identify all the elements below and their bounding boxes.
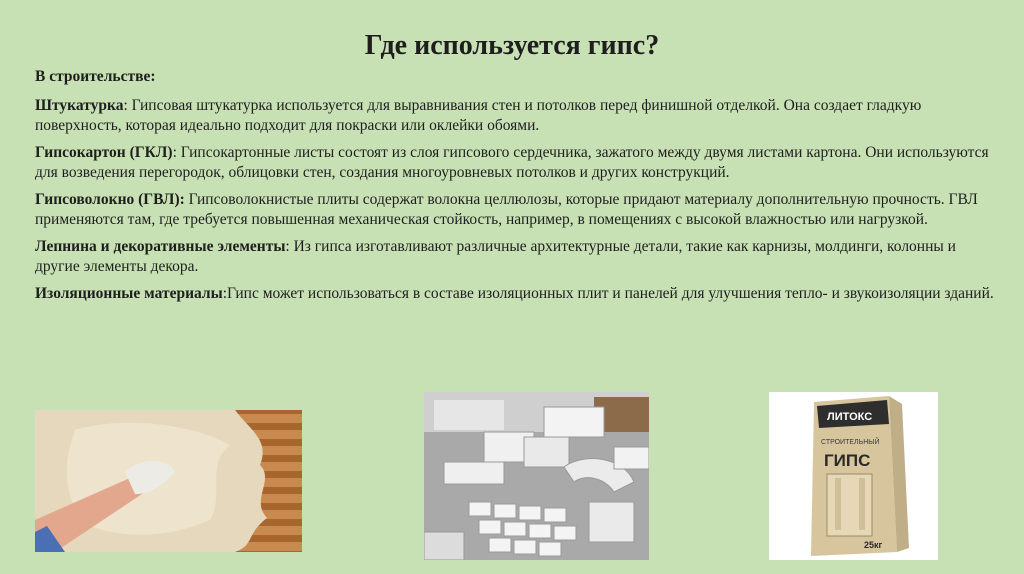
bag-weight: 25кг [864,540,883,550]
term-insulation: Изоляционные материалы [35,285,223,302]
gypsum-blocks-photo [424,392,649,560]
bag-brand: ЛИТОКС [827,411,873,423]
plaster-wall-photo [35,410,302,552]
paragraph-stucco [35,237,995,276]
content-body [35,68,995,312]
text-insulation: :Гипс может использоваться в составе изоляционных плит и панелей для улучшения тепло- и звукоизоляции зданий. [222,285,994,302]
paragraph-gypsum-fiber [35,190,995,229]
bag-subtitle: СТРОИТЕЛЬНЫЙ [821,439,880,446]
text-stucco: : Из гипса изготавливают различные архитектурные детали, такие как карнизы, молдинги, колонны и другие элементы декора. [35,238,956,275]
text-gypsum-fiber: Гипсоволокнистые плиты содержат волокна целлюлозы, которые придают материалу дополнительную прочность. ГВЛ применяются там, где требуется повышенная механическая стойкость, например, в помещениях с высокой влажностью или нагрузкой. [35,191,978,228]
paragraph-plaster [35,96,995,135]
term-gypsum-fiber: Гипсоволокно (ГВЛ): [35,191,185,208]
bag-product-name: ГИПС [824,451,871,470]
paragraph-drywall [35,143,995,182]
term-plaster: Штукатурка [35,97,124,114]
paragraph-insulation [35,284,995,304]
term-stucco: Лепнина и декоративные элементы [35,238,286,255]
text-drywall: : Гипсокартонные листы состоят из слоя гипсового сердечника, зажатого между двумя листами картона. Они используются для возведения перегородок, облицовки стен, создания многоуровневых потолков и других конструкций. [35,144,989,181]
page-title: Где используется гипс? [364,30,660,61]
section-heading: В строительстве: [35,68,156,85]
text-plaster: : Гипсовая штукатурка используется для выравнивания стен и потолков перед финишной отделкой. Она создает гладкую поверхность, которая идеально подходит для покраски или оклейки обоями. [35,97,922,134]
gypsum-bag-photo [769,392,938,560]
term-drywall: Гипсокартон (ГКЛ) [35,144,173,161]
